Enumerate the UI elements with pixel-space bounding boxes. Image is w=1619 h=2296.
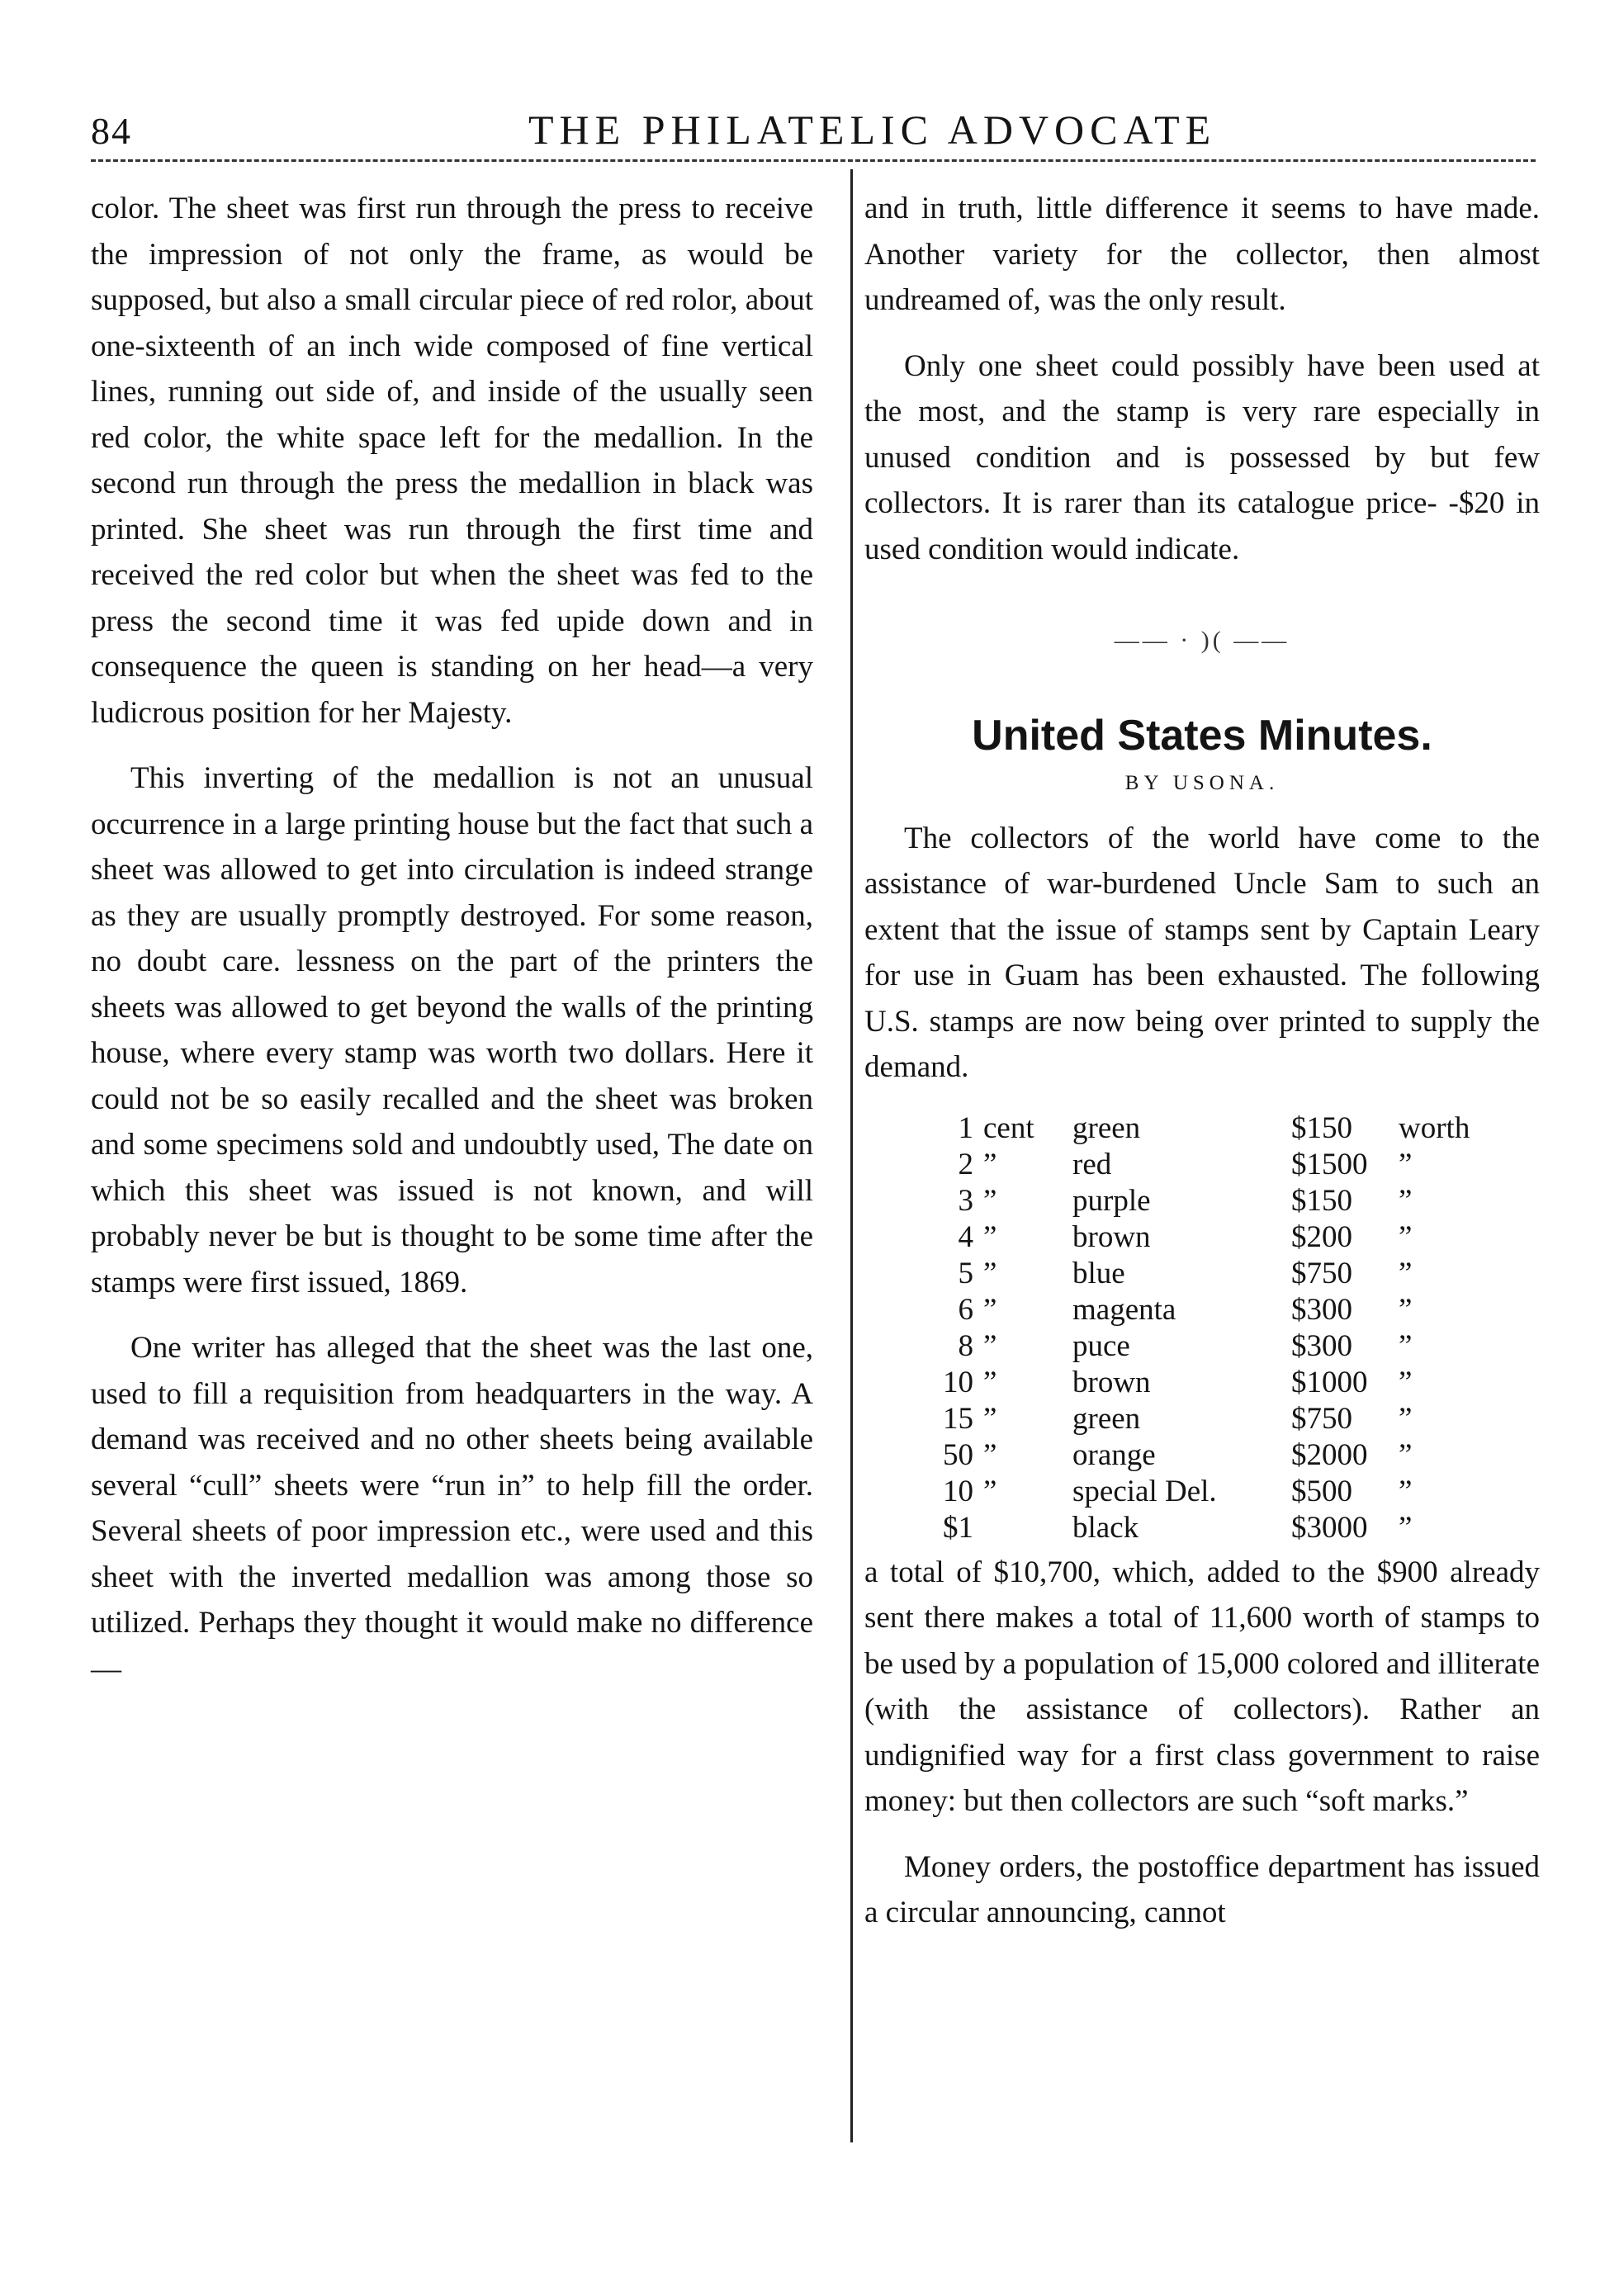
stamp-unit-cell: cent [983, 1110, 1034, 1145]
stamp-value-cell: $500 [1291, 1474, 1352, 1508]
stamp-color-cell: black [1072, 1510, 1139, 1545]
stamp-value-cell: $200 [1291, 1219, 1352, 1254]
stamp-denom-cell: 6 [958, 1292, 973, 1327]
left-paragraph-3: One writer has alleged that the sheet was the last one, used to fill a requisition from headquarters in the way. A demand was received and no other sheets being available several “cull” sheets were “run in” to help fill the order. Several sheets of poor impression etc., were used and this sheet with the inverted medallion was among those so utilized. Perhaps they thought it would make no difference— [91, 1331, 813, 1686]
stamp-value-cell: $2000 [1291, 1437, 1368, 1472]
stamp-unit-cell: ” [983, 1328, 997, 1363]
left-paragraph-2: This inverting of the medallion is not an unusual occurrence in a large printing house but the fact that such a sheet was allowed to get into circulation is indeed strange as they are usually promptly destroyed. For some reason, no doubt care. lessness on the part of the printers the sheets was allowed to get beyond the walls of the printing house, where every stamp was worth two dollars. Here it could not be so easily recalled and the sheet was broken and some specimens sold and undoubtly used, The date on which this sheet was issued is not known, and will probably never be but is thought to be some time after the stamps were first issued, 1869. [91, 761, 813, 1299]
stamp-denom-cell: $1 [943, 1510, 973, 1545]
table-row [914, 1328, 1498, 1365]
stamp-unit-cell: ” [983, 1401, 997, 1436]
stamp-color-cell: green [1072, 1110, 1141, 1145]
stamp-worth-cell: ” [1399, 1437, 1413, 1472]
column-divider [850, 169, 853, 2142]
table-row [914, 1474, 1498, 1510]
right-column [864, 186, 1540, 1956]
stamp-color-cell: red [1072, 1147, 1112, 1181]
byline: BY USONA. [1124, 771, 1280, 794]
stamp-value-cell: $150 [1291, 1110, 1352, 1145]
stamp-denom-cell: 4 [958, 1219, 973, 1254]
stamp-unit-cell: ” [983, 1183, 997, 1218]
table-row [914, 1401, 1498, 1437]
journal-title: THE PHILATELIC ADVOCATE [528, 107, 1217, 153]
stamp-worth-cell: worth [1399, 1110, 1470, 1145]
table-row [914, 1292, 1498, 1328]
stamp-value-cell: $1000 [1291, 1365, 1368, 1399]
money-orders-paragraph: Money orders, the postoffice department has issued a circular announcing, cannot [864, 1849, 1540, 1929]
stamp-value-cell: $750 [1291, 1256, 1352, 1290]
right-paragraph-2: Only one sheet could possibly have been used at the most, and the stamp is very rare especially in unused condition and is possessed by but few collectors. It is rarer than its catalogue price- -$20 in used condition would indicate. [864, 348, 1540, 566]
table-row [914, 1183, 1498, 1219]
stamp-denom-cell: 3 [958, 1183, 973, 1218]
stamp-color-cell: green [1072, 1401, 1141, 1436]
total-paragraph: a total of $10,700, which, added to the $900 already sent there makes a total of 11,600 worth of stamps to be used by a population of 15,000 colored and illiterate (with the assistance of collectors). Rather an undignified way for a first class government to raise money: but then collectors are such “soft marks.” [864, 1555, 1540, 1818]
left-paragraph-1: color. The sheet was first run through the press to receive the impression of not only the frame, as would be supposed, but also a small circular piece of red rolor, about one-sixteenth of an inch wide composed of fine vertical lines, running out side of, and inside of the usually seen red color, the white space left for the medallion. In the second run through the press the medallion in black was printed. She sheet was run through the first time and received the red color but when the sheet was fed to the press the second time it was fed upide down and in consequence the queen is standing on her head—a very ludicrous position for her Majesty. [91, 192, 813, 730]
stamp-denom-cell: 15 [943, 1401, 973, 1436]
table-row [914, 1219, 1498, 1256]
stamp-worth-cell: ” [1399, 1256, 1413, 1290]
stamp-color-cell: brown [1072, 1365, 1151, 1399]
stamp-unit-cell: ” [983, 1219, 997, 1254]
stamp-denom-cell: 1 [958, 1110, 973, 1145]
stamp-unit-cell: ” [983, 1365, 997, 1399]
stamp-denom-cell: 5 [958, 1256, 973, 1290]
right-paragraph-1: and in truth, little difference it seems to have made. Another variety for the collector, then almost undreamed of, was the only result. [864, 192, 1540, 317]
table-row [914, 1110, 1498, 1147]
stamp-worth-cell: ” [1399, 1401, 1413, 1436]
stamp-unit-cell: ” [983, 1292, 997, 1327]
table-row [914, 1510, 1498, 1546]
stamp-value-cell: $1500 [1291, 1147, 1368, 1181]
stamp-unit-cell [983, 1510, 1072, 1546]
stamp-worth-cell: ” [1399, 1219, 1413, 1254]
stamp-worth-cell: ” [1399, 1474, 1413, 1508]
stamp-worth-cell: ” [1399, 1328, 1413, 1363]
stamp-denom-cell: 8 [958, 1328, 973, 1363]
stamp-worth-cell: ” [1399, 1510, 1413, 1545]
stamp-unit-cell: ” [983, 1437, 997, 1472]
header-rule [91, 159, 1536, 162]
stamp-worth-cell: ” [1399, 1292, 1413, 1327]
stamp-value-cell: $300 [1291, 1292, 1352, 1327]
stamp-unit-cell: ” [983, 1474, 997, 1508]
stamp-color-cell: orange [1072, 1437, 1156, 1472]
stamp-unit-cell: ” [983, 1147, 997, 1181]
stamp-value-cell: $300 [1291, 1328, 1352, 1363]
stamp-worth-cell: ” [1399, 1147, 1413, 1181]
table-row [914, 1365, 1498, 1401]
stamp-table [914, 1110, 1498, 1546]
intro-paragraph: The collectors of the world have come to the assistance of war-burdened Uncle Sam to such an extent that the issue of stamps sent by Captain Leary for use in Guam has been exhausted. The following U.S. stamps are now being over printed to supply the demand. [864, 821, 1540, 1084]
stamp-unit-cell: ” [983, 1256, 997, 1290]
stamp-color-cell: blue [1072, 1256, 1125, 1290]
stamp-color-cell: puce [1072, 1328, 1130, 1363]
table-row [914, 1256, 1498, 1292]
stamp-color-cell: special Del. [1072, 1474, 1217, 1508]
left-column [91, 186, 813, 1711]
stamp-color-cell: purple [1072, 1183, 1151, 1218]
stamp-worth-cell: ” [1399, 1183, 1413, 1218]
page-number: 84 [91, 110, 132, 152]
stamp-value-cell: $3000 [1291, 1510, 1368, 1545]
stamp-color-cell: brown [1072, 1219, 1151, 1254]
stamp-denom-cell: 2 [958, 1147, 973, 1181]
table-row [914, 1437, 1498, 1474]
table-row [914, 1147, 1498, 1183]
stamp-denom-cell: 50 [943, 1437, 973, 1472]
stamp-value-cell: $750 [1291, 1401, 1352, 1436]
stamp-color-cell: magenta [1072, 1292, 1176, 1327]
section-title: United States Minutes. [972, 711, 1432, 760]
section-ornament: —— · )( —— [1114, 627, 1290, 654]
stamp-worth-cell: ” [1399, 1365, 1413, 1399]
stamp-denom-cell: 10 [943, 1474, 973, 1508]
stamp-denom-cell: 10 [943, 1365, 973, 1399]
stamp-value-cell: $150 [1291, 1183, 1352, 1218]
